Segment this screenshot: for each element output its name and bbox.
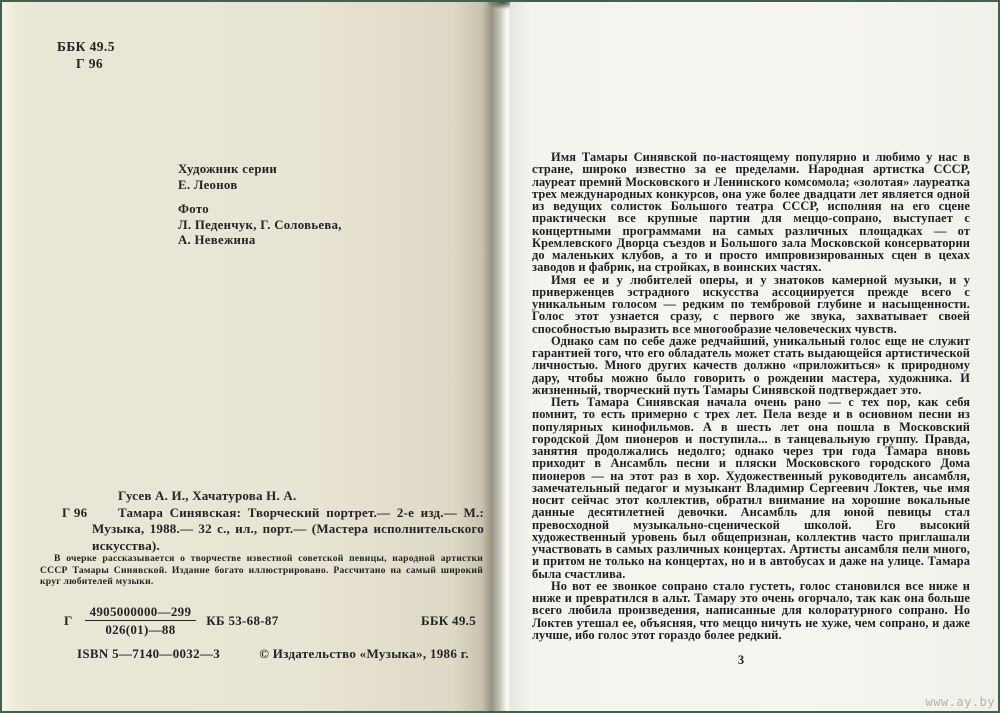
credits-spacer xyxy=(178,193,342,202)
kb-code: КБ 53-68-87 xyxy=(206,612,279,628)
series-artist-label: Художник серии xyxy=(178,162,278,176)
photo-names-line2: А. Невежина xyxy=(178,233,256,247)
isbn: ISBN 5—7140—0032—3 xyxy=(77,646,220,661)
catalog-annotation: В очерке рассказывается о творчестве известной советской певицы, народной артистки СССР Тамары Синявской. Издание богато иллюстрировано. Рассчитано на самый широкий круг любителей музыки. xyxy=(40,553,483,588)
catalog-fraction xyxy=(85,604,197,637)
imprint-codes-row xyxy=(64,604,476,637)
author-sign-code: Г 96 xyxy=(76,56,104,71)
isbn-copyright-row xyxy=(77,646,469,662)
bbk-classification-block xyxy=(57,38,115,72)
watermark: www.ay.by xyxy=(925,695,995,709)
body-paragraph: Однако сам по себе даже редчайший, уникальный голос еще не служит гарантией того, что его обладатель может стать выдающейся артистической личностью. Много других качеств должно «приложиться» к природному дару, чтобы можно было говорить о рождении мастера, художника. И жизненный, творческий путь Тамары Синявской подтверждает это. xyxy=(532,333,970,397)
bbk-code: ББК 49.5 xyxy=(57,39,115,54)
page-gutter xyxy=(482,2,510,711)
body-text-column xyxy=(532,151,970,641)
body-paragraph: Имя ее и у любителей оперы, и у знатоков камерной музыки, и у приверженцев эстрадного искусства ассоциируется прежде всего с уникальным голосом — редким по тембровой глубине и насыщенности. Голос этот узнается сразу, с первого же звука, захватывает своей способностью выразить все многообразие человеческих чувств. xyxy=(532,272,970,336)
bbk-code-right: ББК 49.5 xyxy=(420,612,476,628)
fraction-numerator: 4905000000—299 xyxy=(85,604,197,621)
body-paragraph: Имя Тамары Синявской по-настоящему популярно и любимо у нас в стране, широко известно за ее пределами. Народная артистка СССР, лауреат премий Московского и Ленинского комсомола; «золотая» лауреатка трех международных конкурсов, она уже более двадцати лет является одной из ведущих солисток Большого театра СССР, исполняя на его сцене практически все крупные партии для меццо-сопрано, выступает с концертными программами на самых различных площадках — от Кремлевского Дворца съездов и Большого зала Московской консерватории до маленьких клубов, а то и просто импровизированных сцен в цехах заводов и фабрик, на стройках, в воинских частях. xyxy=(532,150,970,275)
page-number: 3 xyxy=(737,653,745,667)
copyright-notice: © Издательство «Музыка», 1986 г. xyxy=(259,646,469,661)
body-paragraph: Петь Тамара Синявская начала очень рано — с тех пор, как себя помнит, то есть примерно с трех лет. Пела везде и в основном песни из популярных кинофильмов. А в шесть лет она пошла в Московский городской Дом пионеров и поступила... в танцевальную группу. Правда, занятия продолжались недолго; однако через три года Тамара вновь приходит в Ансамбль песни и пляски Московского городского Дома пионеров — на этот раз в хор. Художественный руководитель ансамбля, замечательный педагог и музыкант Владимир Сергеевич Локтев, чье имя носит сейчас этот коллектив, обратил внимание на хорошие вокальные данные десятилетней девочки. Ансамбль для юной певицы стал превосходной музыкально-сценической школой. Его высокий художественный уровень был общепризнан, коллектив часто приглашали участвовать в самых различных концертах. Артисты ансамбля пели много, и притом не только на концертах, но и в автобусах и даже на улице. Тамара была счастлива. xyxy=(532,395,970,581)
catalog-authors: Гусев А. И., Хачатурова Н. А. xyxy=(118,488,297,503)
fraction-denominator: 026(01)—88 xyxy=(105,622,176,637)
body-paragraph: Но вот ее звонкое сопрано стало густеть, голос становился все ниже и ниже и превратился в альт. Тамару это очень огорчало, так как она больше всего любила произведения, написанные для колоратурного сопрано. Но Локтев утешал ее, объясняя, что меццо ничуть не хуже, чем сопрано, и даже лучше, ибо голос этот гораздо более редкий. xyxy=(532,578,970,642)
catalog-card xyxy=(62,488,484,554)
credits-block xyxy=(178,162,342,249)
catalog-entry-code: Г 96 xyxy=(62,505,88,520)
photo-names-line1: Л. Педенчук, Г. Соловьева, xyxy=(178,217,342,232)
catalog-entry-text: Тамара Синявская: Творческий портрет.— 2-е изд.— М.: Музыка, 1988.— 32 с., ил., порт.— (Мастера исполнительского искусства). xyxy=(92,504,484,553)
series-artist-name: Е. Леонов xyxy=(178,177,238,192)
imprint-letter: Г xyxy=(64,612,73,628)
photo-label: Фото xyxy=(178,202,209,216)
